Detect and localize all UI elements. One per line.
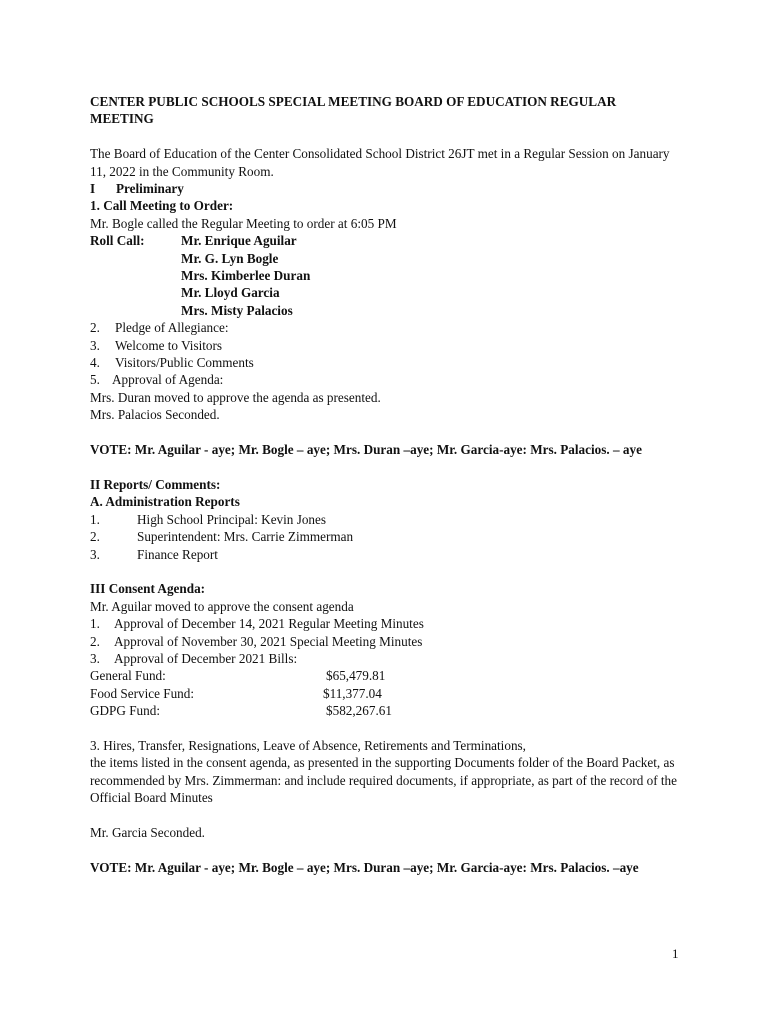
agenda-item-number: 3. xyxy=(90,337,100,353)
fund-name: General Fund: xyxy=(90,668,166,684)
agenda-item-text: Approval of Agenda: xyxy=(112,372,224,388)
roll-call-member: Mr. Enrique Aguilar xyxy=(181,233,297,249)
consent-motion: Mr. Aguilar moved to approve the consent agenda xyxy=(90,598,354,614)
section-1-roman: I xyxy=(90,181,96,197)
consent-item-text: Approval of December 2021 Bills: xyxy=(114,650,298,666)
agenda-vote: VOTE: Mr. Aguilar - aye; Mr. Bogle – aye; Mrs. Duran –aye; Mr. Garcia-aye: Mrs. Palacios. – aye xyxy=(90,442,642,458)
report-item xyxy=(90,546,690,563)
consent-second: Mr. Garcia Seconded. xyxy=(90,824,205,840)
page-number: 1 xyxy=(672,946,679,961)
consent-item-text: Approval of December 14, 2021 Regular Meeting Minutes xyxy=(114,616,424,632)
consent-item-text: Approval of November 30, 2021 Special Meeting Minutes xyxy=(114,633,423,649)
hires-heading: 3. Hires, Transfer, Resignations, Leave of Absence, Retirements and Terminations, xyxy=(90,737,526,753)
section-3-heading: III Consent Agenda: xyxy=(90,581,206,597)
report-item-number: 3. xyxy=(90,546,100,562)
roll-call-member: Mr. Lloyd Garcia xyxy=(181,285,280,301)
call-to-order-text: Mr. Bogle called the Regular Meeting to order at 6:05 PM xyxy=(90,215,397,231)
agenda-item xyxy=(90,319,690,336)
call-to-order-heading: 1. Call Meeting to Order: xyxy=(90,198,234,214)
admin-reports-heading: A. Administration Reports xyxy=(90,494,240,510)
report-item-text: High School Principal: Kevin Jones xyxy=(137,511,327,527)
fund-name: Food Service Fund: xyxy=(90,685,195,701)
consent-vote: VOTE: Mr. Aguilar - aye; Mr. Bogle – aye; Mrs. Duran –aye; Mr. Garcia-aye: Mrs. Palacios. –aye xyxy=(90,859,639,875)
consent-item-number: 1. xyxy=(90,616,100,632)
agenda-second: Mrs. Palacios Seconded. xyxy=(90,407,220,423)
fund-amount: $11,377.04 xyxy=(323,685,382,701)
roll-call-label: Roll Call: xyxy=(90,233,145,249)
section-1-heading xyxy=(90,180,690,197)
consent-item xyxy=(90,615,690,632)
fund-row xyxy=(90,685,690,702)
fund-amount: $582,267.61 xyxy=(326,703,392,719)
consent-item xyxy=(90,633,690,650)
fund-amount: $65,479.81 xyxy=(326,668,386,684)
document-page xyxy=(90,93,690,876)
report-item-number: 1. xyxy=(90,511,100,527)
agenda-item-number: 2. xyxy=(90,320,100,336)
intro-paragraph: The Board of Education of the Center Consolidated School District 26JT met in a Regular Session on January 11, 2022 in the Community Room. xyxy=(90,146,670,179)
consent-item-number: 2. xyxy=(90,633,100,649)
agenda-item xyxy=(90,354,690,371)
fund-row xyxy=(90,667,690,684)
roll-call-member: Mr. G. Lyn Bogle xyxy=(181,250,279,266)
report-item-text: Superintendent: Mrs. Carrie Zimmerman xyxy=(137,529,354,545)
report-item xyxy=(90,528,690,545)
report-item-text: Finance Report xyxy=(137,546,218,562)
report-item-number: 2. xyxy=(90,529,100,545)
roll-call-member: Mrs. Kimberlee Duran xyxy=(181,268,311,284)
agenda-item xyxy=(90,337,690,354)
fund-row xyxy=(90,702,690,719)
roll-call-row xyxy=(90,232,690,249)
roll-call-member: Mrs. Misty Palacios xyxy=(181,302,293,318)
report-item xyxy=(90,511,690,528)
agenda-motion: Mrs. Duran moved to approve the agenda as presented. xyxy=(90,389,381,405)
agenda-item-number: 5. xyxy=(90,372,100,388)
fund-name: GDPG Fund: xyxy=(90,703,160,719)
agenda-item-number: 4. xyxy=(90,355,100,371)
section-1-title: Preliminary xyxy=(116,181,184,197)
agenda-item xyxy=(90,371,690,388)
agenda-item-text: Welcome to Visitors xyxy=(115,337,223,353)
document-title: CENTER PUBLIC SCHOOLS SPECIAL MEETING BOARD OF EDUCATION REGULAR MEETING xyxy=(90,94,617,127)
hires-paragraph: the items listed in the consent agenda, as presented in the supporting Documents folder of the Board Packet, as recommended by Mrs. Zimmerman: and include required documents, if appropriate, as part of the record of the Official Board Minutes xyxy=(90,755,678,806)
consent-item xyxy=(90,650,690,667)
section-2-heading: II Reports/ Comments: xyxy=(90,476,221,492)
agenda-item-text: Visitors/Public Comments xyxy=(115,355,254,371)
agenda-item-text: Pledge of Allegiance: xyxy=(115,320,229,336)
consent-item-number: 3. xyxy=(90,650,100,666)
